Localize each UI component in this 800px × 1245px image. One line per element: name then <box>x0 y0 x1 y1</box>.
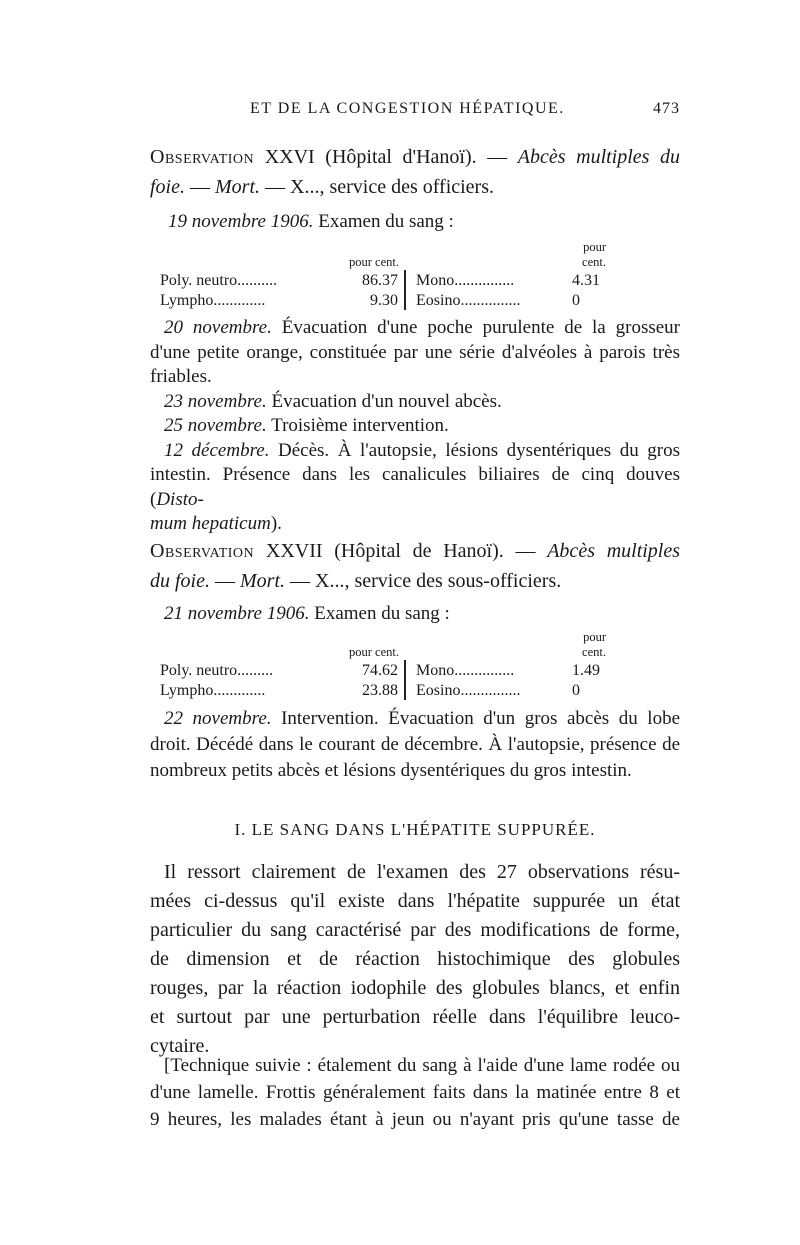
entry-text: Troisième intervention. <box>271 415 449 436</box>
paragraph-line: mées ci-dessus qu'il existe dans l'hépatite suppurée un état <box>150 890 680 912</box>
row-label-2: Mono............... <box>416 662 515 679</box>
entry-italic-text: mum hepaticum <box>150 513 271 534</box>
heading-italic-foie: du foie. <box>150 570 210 592</box>
paragraph-line: particulier du sang caractérisé par des modifications de forme, <box>150 919 680 941</box>
row-value-2: 4.31 <box>572 272 600 289</box>
paragraph-line: et surtout par une perturbation réelle dans l'équilibre leuco- <box>150 1006 680 1028</box>
heading-dash: — <box>215 570 235 592</box>
heading-italic-foie: foie. <box>150 176 185 198</box>
paragraph-line: Il ressort clairement de l'examen des 27 observations résu- <box>164 861 680 883</box>
observation-heading-text: XXVI (Hôpital d'Hanoï). — <box>264 146 508 168</box>
paragraph-line: de dimension et de réaction histochimique des globules <box>150 948 680 970</box>
heading-italic-mort: Mort. <box>215 176 260 198</box>
row-label-2: Eosino............... <box>416 292 521 309</box>
paragraph-line: [Technique suivie : étalement du sang à l'aide d'une lame rodée ou <box>164 1055 680 1076</box>
observation-heading-italic: Abcès multiples du <box>517 146 681 168</box>
row-label: Poly. neutro.......... <box>160 272 278 289</box>
exam-text: Examen du sang : <box>314 603 450 624</box>
heading-italic-mort: Mort. <box>240 570 285 592</box>
paragraph-line: cytaire. <box>150 1035 210 1057</box>
observation-26-entries <box>150 316 680 537</box>
unit-left: pour cent. <box>349 255 399 269</box>
heading-dash: — <box>190 176 210 198</box>
unit-right: pour cent. <box>582 240 606 269</box>
entry-date: 22 novembre. <box>164 708 272 729</box>
row-value: 9.30 <box>370 292 398 309</box>
entry-text: ). <box>270 513 282 534</box>
body-paragraph-2 <box>150 1052 680 1133</box>
entry-text: nombreux petits abcès et lésions dysentériques du gros intestin. <box>150 760 632 781</box>
page-number: 473 <box>653 100 680 117</box>
table-row <box>160 680 606 700</box>
entry-date: 12 décembre. <box>164 439 270 461</box>
running-title: ET DE LA CONGESTION HÉPATIQUE. <box>250 100 565 117</box>
observation-heading-text: XXVII (Hôpital de Hanoï). — <box>265 540 536 562</box>
heading-service: — X..., service des officiers. <box>265 176 495 198</box>
observation-27-entry <box>150 706 680 784</box>
section-title: I. LE SANG DANS L'HÉPATITE SUPPURÉE. <box>234 820 596 839</box>
row-label: Poly. neutro......... <box>160 662 274 679</box>
table-row <box>160 270 606 290</box>
table-row <box>160 290 606 310</box>
entry-text: d'une petite orange, constituée par une série d'alvéoles à parois très <box>150 341 680 363</box>
entry-italic-text: Disto- <box>156 488 204 510</box>
observation-27-heading <box>150 536 680 596</box>
entry-text: Décès. À l'autopsie, lésions dysentériques du gros <box>278 439 680 461</box>
row-value: 86.37 <box>362 272 398 289</box>
row-label-2: Eosino............... <box>416 682 521 699</box>
row-value-2: 1.49 <box>572 662 600 679</box>
entry-text: Évacuation d'un nouvel abcès. <box>271 390 502 412</box>
blood-count-table-26 <box>160 240 606 310</box>
exam-date: 19 novembre 1906. <box>168 211 314 232</box>
entry-date: 23 novembre. <box>164 390 267 412</box>
exam-date: 21 novembre 1906. <box>164 603 310 624</box>
blood-count-table-27 <box>160 630 606 700</box>
exam-text: Examen du sang : <box>318 211 454 232</box>
entry-text: intestin. Présence dans les canalicules biliaires de cinq douves ( <box>150 464 680 510</box>
entry-text: Évacuation d'une poche purulente de la grosseur <box>281 317 680 338</box>
entry-text: droit. Décédé dans le courant de décembre. À l'autopsie, présence de <box>150 734 680 755</box>
row-value: 74.62 <box>362 662 398 679</box>
heading-service: — X..., service des sous-officiers. <box>290 570 562 592</box>
entry-text: Intervention. Évacuation d'un gros abcès du lobe <box>281 708 681 729</box>
observation-heading-italic: Abcès multiples <box>547 540 681 562</box>
observation-label: Observation <box>150 146 255 168</box>
paragraph-line: d'une lamelle. Frottis généralement faits dans la matinée entre 8 et <box>150 1082 680 1103</box>
row-value: 23.88 <box>362 682 398 699</box>
entry-date: 25 novembre. <box>164 415 267 436</box>
table-row <box>160 660 606 680</box>
exam-line-27 <box>164 600 694 628</box>
paragraph-line: 9 heures, les malades étant à jeun ou n'ayant pris qu'une tasse de <box>150 1109 680 1130</box>
entry-text: friables. <box>150 366 212 387</box>
row-label: Lympho............. <box>160 292 266 309</box>
unit-left: pour cent. <box>349 645 399 659</box>
row-label-2: Mono............... <box>416 272 515 289</box>
body-paragraph-1 <box>150 858 680 1061</box>
row-value-2: 0 <box>572 292 580 309</box>
row-value-2: 0 <box>572 682 580 699</box>
observation-26-heading <box>150 142 680 202</box>
entry-date: 20 novembre. <box>164 317 272 338</box>
observation-label: Observation <box>150 540 255 562</box>
row-label: Lympho............. <box>160 682 266 699</box>
paragraph-line: rouges, par la réaction iodophile des globules blancs, et enfin <box>150 977 680 999</box>
exam-line-26 <box>168 208 698 236</box>
unit-right: pour cent. <box>582 630 606 659</box>
